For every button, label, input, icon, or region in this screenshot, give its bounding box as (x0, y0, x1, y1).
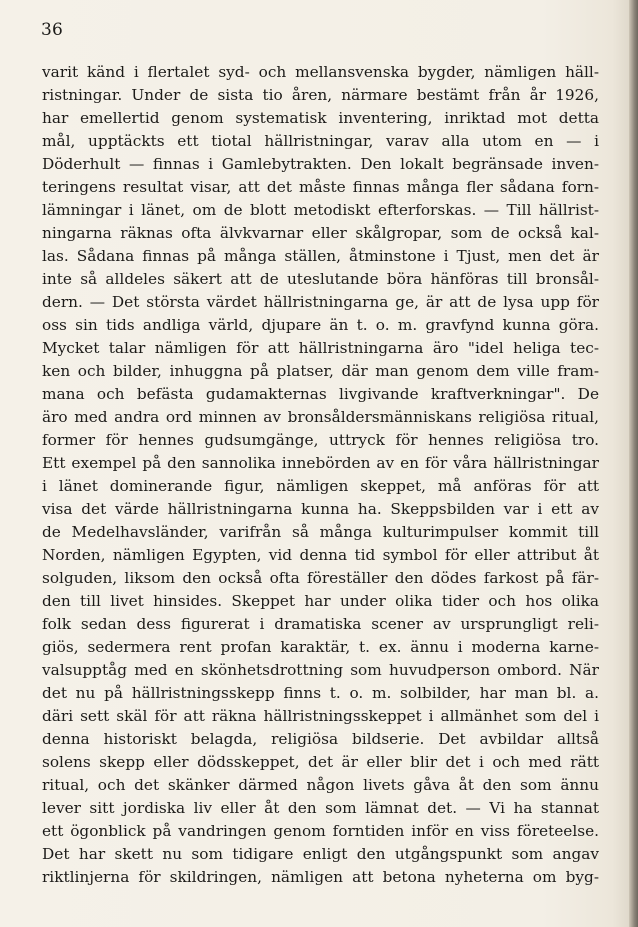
text-line: Det har skett nu som tidigare enligt den utgångspunkt som angav (42, 845, 599, 863)
text-line: ritual, och det skänker därmed någon livets gåva åt den som ännu (42, 776, 599, 794)
text-line: visa det värde hällristningarna kunna ha. Skeppsbilden var i ett av (42, 500, 599, 518)
text-line: riktlinjerna för skildringen, nämligen att betona nyheterna om byg- (42, 868, 599, 886)
text-line: den till livet hinsides. Skeppet har under olika tider och hos olika (42, 592, 599, 610)
text-line: ningarna räknas ofta älvkvarnar eller skålgropar, som de också kal- (42, 224, 599, 242)
text-line: denna historiskt belagda, religiösa bildserie. Det avbildar alltså (42, 730, 599, 748)
text-line: las. Sådana finnas på många ställen, åtminstone i Tjust, men det är (42, 247, 599, 265)
text-line: mana och befästa gudamakternas livgivande kraftverkningar". De (42, 385, 599, 403)
text-line: mål, upptäckts ett tiotal hällristningar, varav alla utom en — i (42, 132, 599, 150)
text-line: har emellertid genom systematisk inventering, inriktad mot detta (42, 109, 599, 127)
text-line: de Medelhavsländer, varifrån så många kulturimpulser kommit till (42, 523, 599, 541)
page-edge-shadow (629, 0, 638, 927)
text-line: Mycket talar nämligen för att hällristningarna äro "idel heliga tec- (42, 339, 599, 357)
text-line: ristningar. Under de sista tio åren, närmare bestämt från år 1926, (42, 86, 599, 104)
text-line: dern. — Det största värdet hällristningarna ge, är att de lysa upp för (42, 293, 599, 311)
body-text (42, 61, 599, 889)
page-number: 36 (41, 20, 64, 40)
text-line: varit känd i flertalet syd- och mellansvenska bygder, nämligen häll- (42, 63, 599, 81)
text-line: former för hennes gudsumgänge, uttryck för hennes religiösa tro. (42, 431, 599, 449)
text-line: solens skepp eller dödsskeppet, det är eller blir det i och med rätt (42, 753, 599, 771)
text-line: giös, sedermera rent profan karaktär, t. ex. ännu i moderna karne- (42, 638, 599, 656)
text-line: oss sin tids andliga värld, djupare än t. o. m. gravfynd kunna göra. (42, 316, 599, 334)
text-line: däri sett skäl för att räkna hällristningsskeppet i allmänhet som del i (42, 707, 599, 725)
text-line: teringens resultat visar, att det måste finnas många fler sådana forn- (42, 178, 599, 196)
text-line: solguden, liksom den också ofta föreställer den dödes farkost på fär- (42, 569, 599, 587)
text-line: lämningar i länet, om de blott metodiskt efterforskas. — Till hällrist- (42, 201, 599, 219)
text-line: ett ögonblick på vandringen genom forntiden inför en viss företeelse. (42, 822, 599, 840)
text-line: Norden, nämligen Egypten, vid denna tid symbol för eller attribut åt (42, 546, 599, 564)
text-line: inte så alldeles säkert att de uteslutande böra hänföras till bronsål- (42, 270, 599, 288)
text-line: folk sedan dess figurerat i dramatiska scener av ursprungligt reli- (42, 615, 599, 633)
text-line: äro med andra ord minnen av bronsåldersmänniskans religiösa ritual, (42, 408, 599, 426)
text-line: ken och bilder, inhuggna på platser, där man genom dem ville fram- (42, 362, 599, 380)
text-line: det nu på hällristningsskepp finns t. o. m. solbilder, har man bl. a. (42, 684, 599, 702)
text-line: Döderhult — finnas i Gamlebytrakten. Den lokalt begränsade inven- (42, 155, 599, 173)
text-line: lever sitt jordiska liv eller åt den som lämnat det. — Vi ha stannat (42, 799, 599, 817)
text-line: valsupptåg med en skönhetsdrottning som huvudperson ombord. När (42, 661, 599, 679)
text-line: i länet dominerande figur, nämligen skeppet, må anföras för att (42, 477, 599, 495)
text-line: Ett exempel på den sannolika innebörden av en för våra hällristningar (42, 454, 599, 472)
